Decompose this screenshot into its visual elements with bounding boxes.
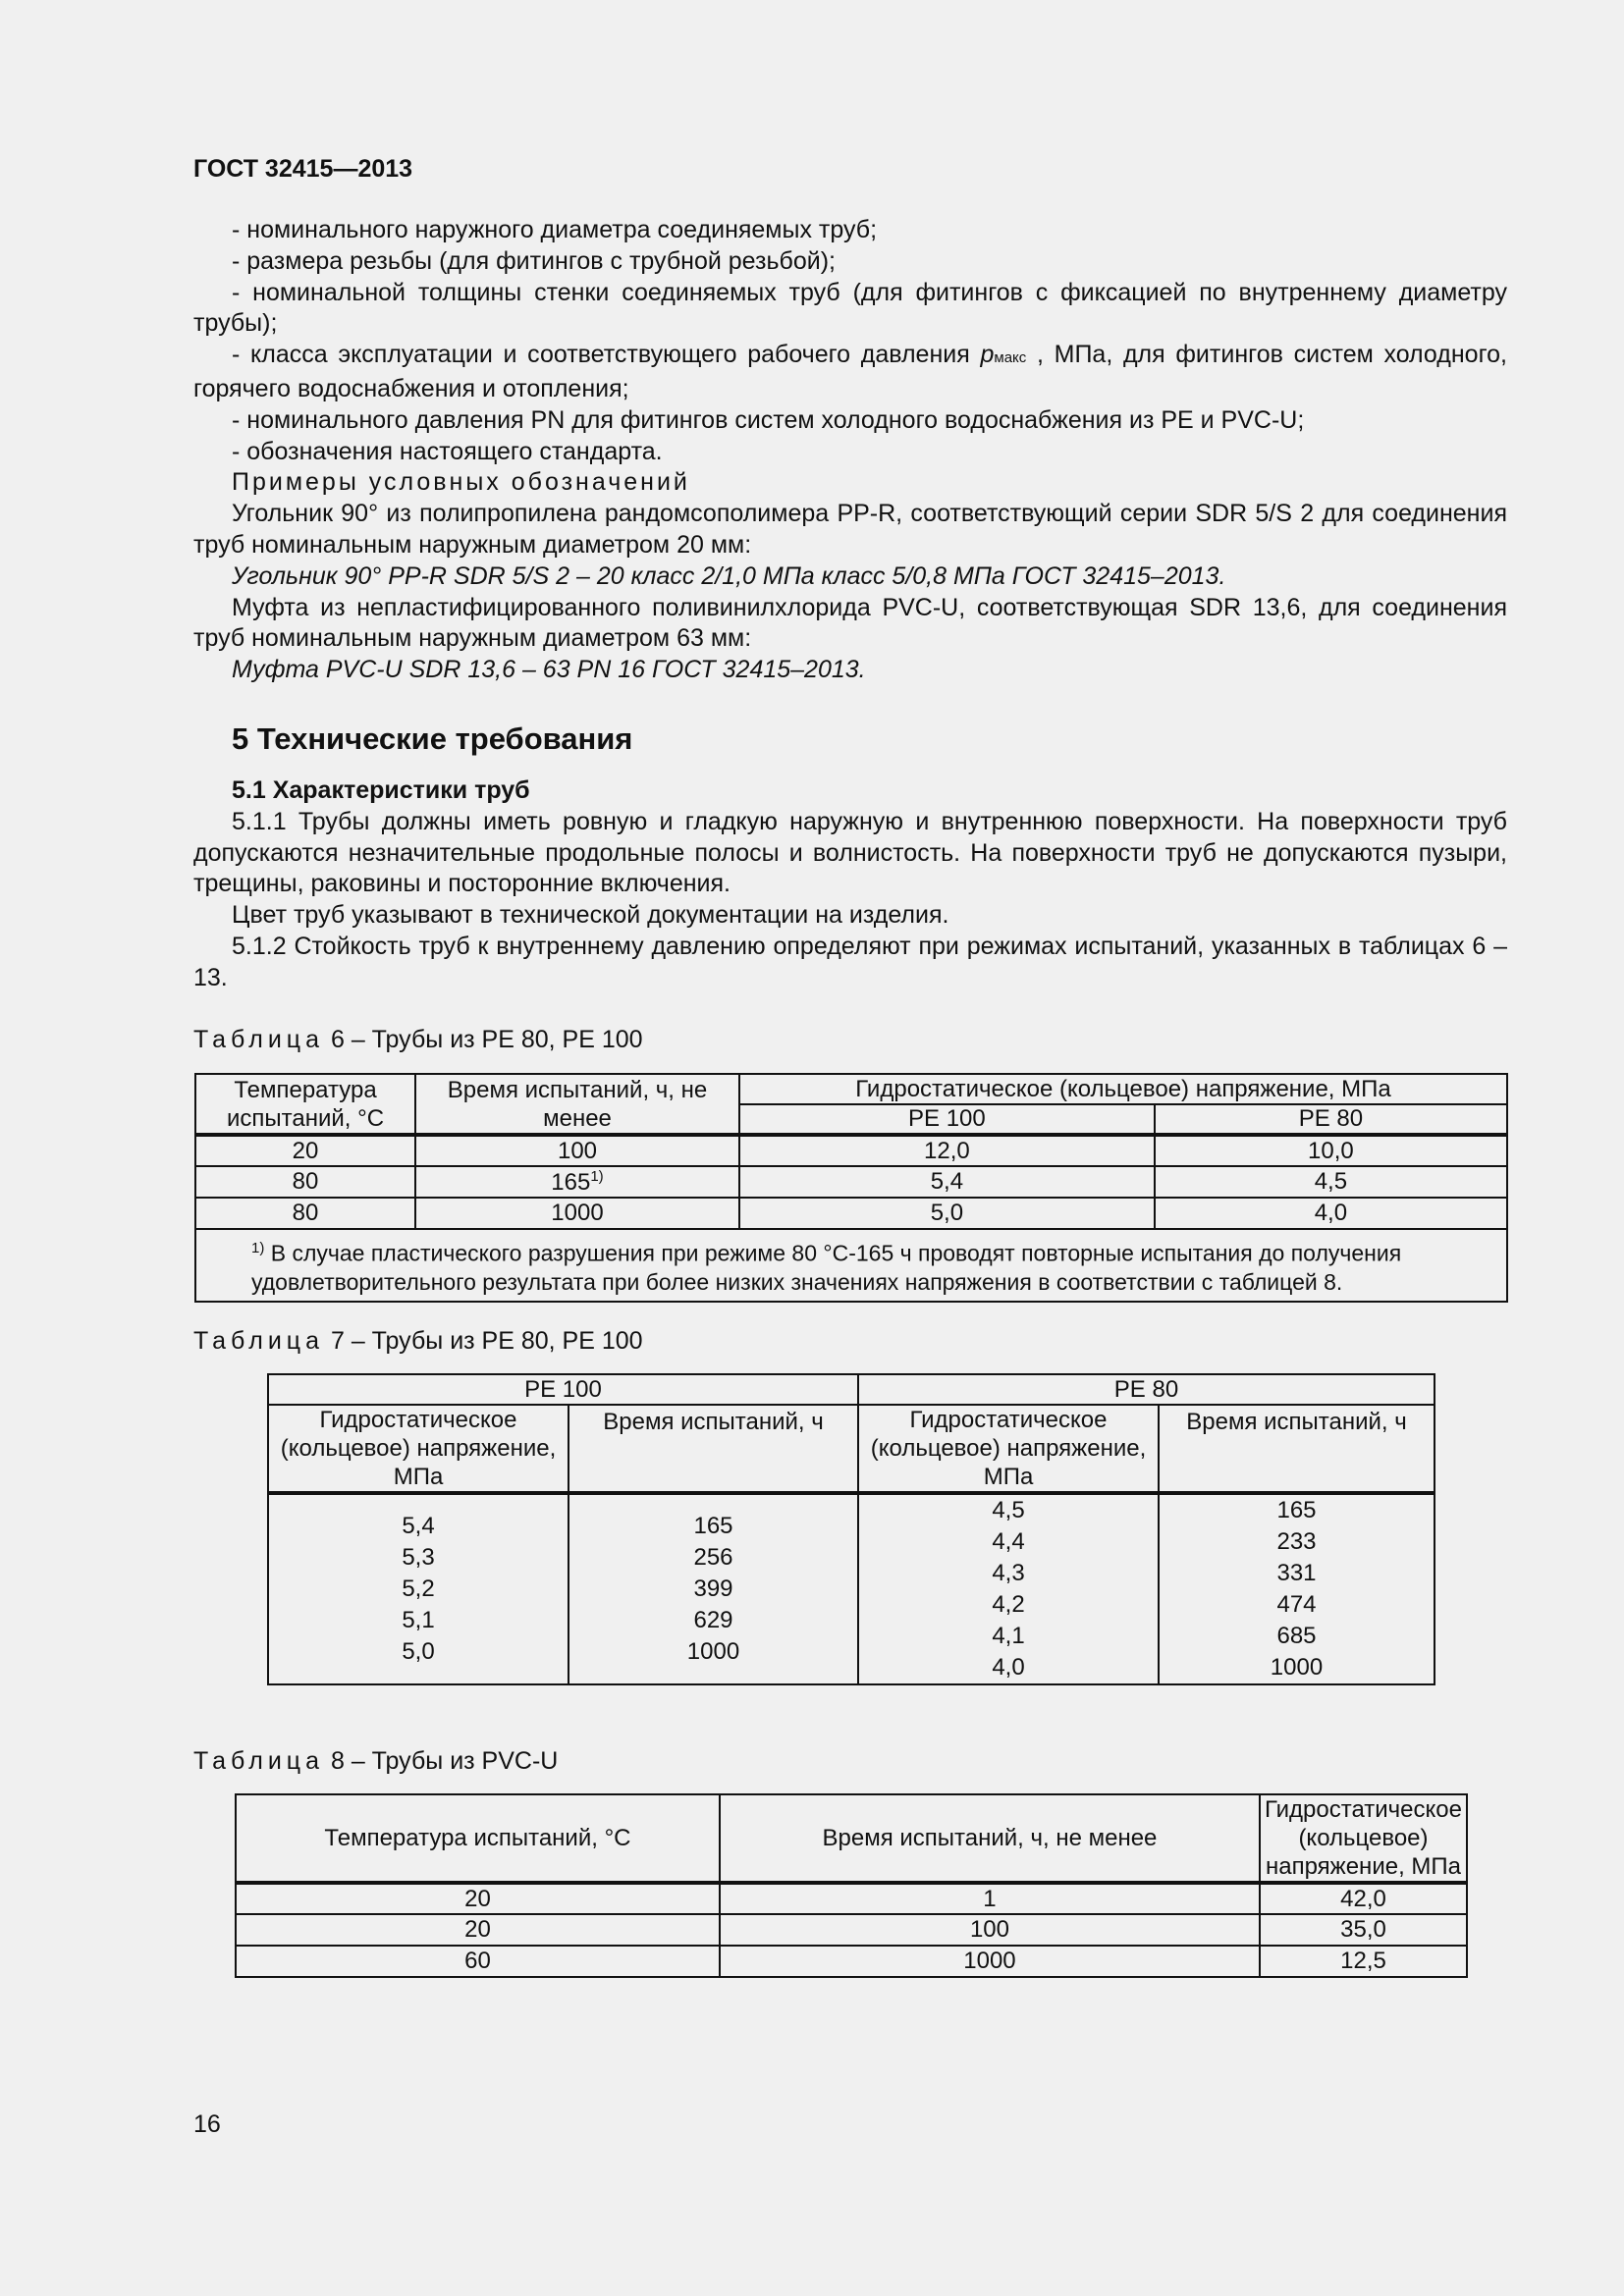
cell: 80	[195, 1198, 415, 1229]
table-row	[236, 1914, 1467, 1946]
header-cell: PE 100	[268, 1374, 858, 1405]
cell: 165$^{1)}$	[415, 1166, 739, 1198]
cell: 42,0	[1260, 1883, 1467, 1914]
header-cell: PE 80	[1155, 1104, 1507, 1135]
list-item: - номинального давления PN для фитингов систем холодного водоснабжения из PE и PVC-U;	[232, 405, 1305, 434]
header-cell: PE 100	[739, 1104, 1155, 1135]
cell: 5,0	[739, 1198, 1155, 1229]
section-body	[193, 775, 1507, 994]
table-6	[194, 1073, 1508, 1303]
cell: 20	[236, 1883, 720, 1914]
footnote-row	[195, 1229, 1507, 1302]
cell: 20	[236, 1914, 720, 1946]
table-caption: Таблица 7 – Трубы из PE 80, PE 100	[193, 1327, 643, 1355]
table-caption: Таблица 8 – Трубы из PVC-U	[193, 1747, 559, 1775]
header-cell: Температура испытаний, °С	[236, 1794, 720, 1883]
table-row	[236, 1883, 1467, 1914]
example-text: Угольник 90° из полипропилена рандомсополимера PP-R, соответствующий серии SDR 5/S 2 для соединения труб номинальным наружным диаметром 20 мм:	[193, 500, 1507, 559]
list-item: - размера резьбы (для фитингов с трубной резьбой);	[232, 246, 836, 275]
list-item: - номинального наружного диаметра соединяемых труб;	[232, 216, 878, 243]
cell: 80	[195, 1166, 415, 1198]
paragraph: Цвет труб указывают в технической документации на изделия.	[232, 901, 949, 930]
header-cell: Время испытаний, ч	[1159, 1405, 1435, 1493]
cell: 1	[720, 1883, 1260, 1914]
cell: 100	[720, 1914, 1260, 1946]
pe100-stress-cell: 5,4 5,3 5,2 5,1 5,0	[268, 1493, 568, 1684]
header-cell: Время испытаний, ч, не менее	[415, 1074, 739, 1135]
designation-list	[193, 215, 1507, 686]
cell: 35,0	[1260, 1914, 1467, 1946]
section-title: 5 Технические требования	[232, 721, 633, 756]
cell: 100	[415, 1135, 739, 1166]
header-cell: Гидростатическое (кольцевое) напряжение, МПа	[268, 1405, 568, 1493]
header-cell: Время испытаний, ч, не менее	[720, 1794, 1260, 1883]
header-cell: PE 80	[858, 1374, 1435, 1405]
cell: 20	[195, 1135, 415, 1166]
table-row	[236, 1946, 1467, 1977]
header-cell: Гидростатическое (кольцевое) напряжение, МПа	[739, 1074, 1507, 1104]
list-item: - номинальной толщины стенки соединяемых труб (для фитингов с фиксацией по внутреннему диаметру трубы);	[193, 278, 1507, 338]
header-cell: Время испытаний, ч	[568, 1405, 858, 1493]
cell: 5,4	[739, 1166, 1155, 1198]
cell: 4,5	[1155, 1166, 1507, 1198]
paragraph: 5.1.2 Стойкость труб к внутреннему давлению определяют при режимах испытаний, указанных в таблицах 6 – 13.	[193, 932, 1507, 991]
table-row	[195, 1198, 1507, 1229]
document-header: ГОСТ 32415—2013	[193, 155, 413, 183]
table-row	[195, 1135, 1507, 1166]
cell: 12,5	[1260, 1946, 1467, 1977]
header-cell: Температура испытаний, °C	[195, 1074, 415, 1135]
table-caption: Таблица 6 – Трубы из PE 80, PE 100	[193, 1026, 643, 1053]
table-row	[195, 1166, 1507, 1198]
cell: 1000	[415, 1198, 739, 1229]
example-code: Угольник 90° PP-R SDR 5/S 2 – 20 класс 2/1,0 МПа класс 5/0,8 МПа ГОСТ 32415–2013.	[232, 561, 1226, 590]
subsection-title: 5.1 Характеристики труб	[232, 776, 530, 804]
pe100-time-cell: 165 256 399 629 1000	[568, 1493, 858, 1684]
list-item: - обозначения настоящего стандарта.	[232, 437, 663, 465]
pe80-time-cell: 165 233 331 474 685 1000	[1159, 1493, 1435, 1684]
table-8	[235, 1793, 1468, 1978]
header-cell: Гидростатическое (кольцевое) напряжение, МПа	[858, 1405, 1159, 1493]
cell: 1000	[720, 1946, 1260, 1977]
example-text: Муфта из непластифицированного поливинилхлорида PVC-U, соответствующая SDR 13,6, для соединения труб номинальным наружным диаметром 63 мм:	[193, 593, 1507, 653]
cell: 10,0	[1155, 1135, 1507, 1166]
table-7	[267, 1373, 1435, 1685]
cell: 60	[236, 1946, 720, 1977]
list-item: - класса эксплуатации и соответствующего рабочего давления pмакс , МПа, для фитингов систем холодного, горячего водоснабжения и отопления;	[193, 341, 1508, 402]
header-cell: Гидростатическое (кольцевое) напряжение, МПа	[1260, 1794, 1467, 1883]
cell: 12,0	[739, 1135, 1155, 1166]
footnote: $^{1)}$ В случае пластического разрушения при режиме 80 °С-165 ч проводят повторные испытания до получения удовлетворительного результата при более низких значениях напряжения в соответствии с таблицей 8.	[195, 1229, 1507, 1302]
paragraph: 5.1.1 Трубы должны иметь ровную и гладкую наружную и внутреннюю поверхности. На поверхности труб допускаются незначительные продольные полосы и волнистость. На поверхности труб не допускаются пузыри, трещины, раковины и посторонние включения.	[193, 807, 1507, 898]
example-code: Муфта PVC-U SDR 13,6 – 63 PN 16 ГОСТ 32415–2013.	[232, 656, 866, 684]
examples-title: Примеры условных обозначений	[232, 468, 690, 497]
table-row	[268, 1493, 1435, 1684]
pe80-stress-cell: 4,5 4,4 4,3 4,2 4,1 4,0	[858, 1493, 1159, 1684]
page-number: 16	[193, 2110, 221, 2138]
cell: 4,0	[1155, 1198, 1507, 1229]
